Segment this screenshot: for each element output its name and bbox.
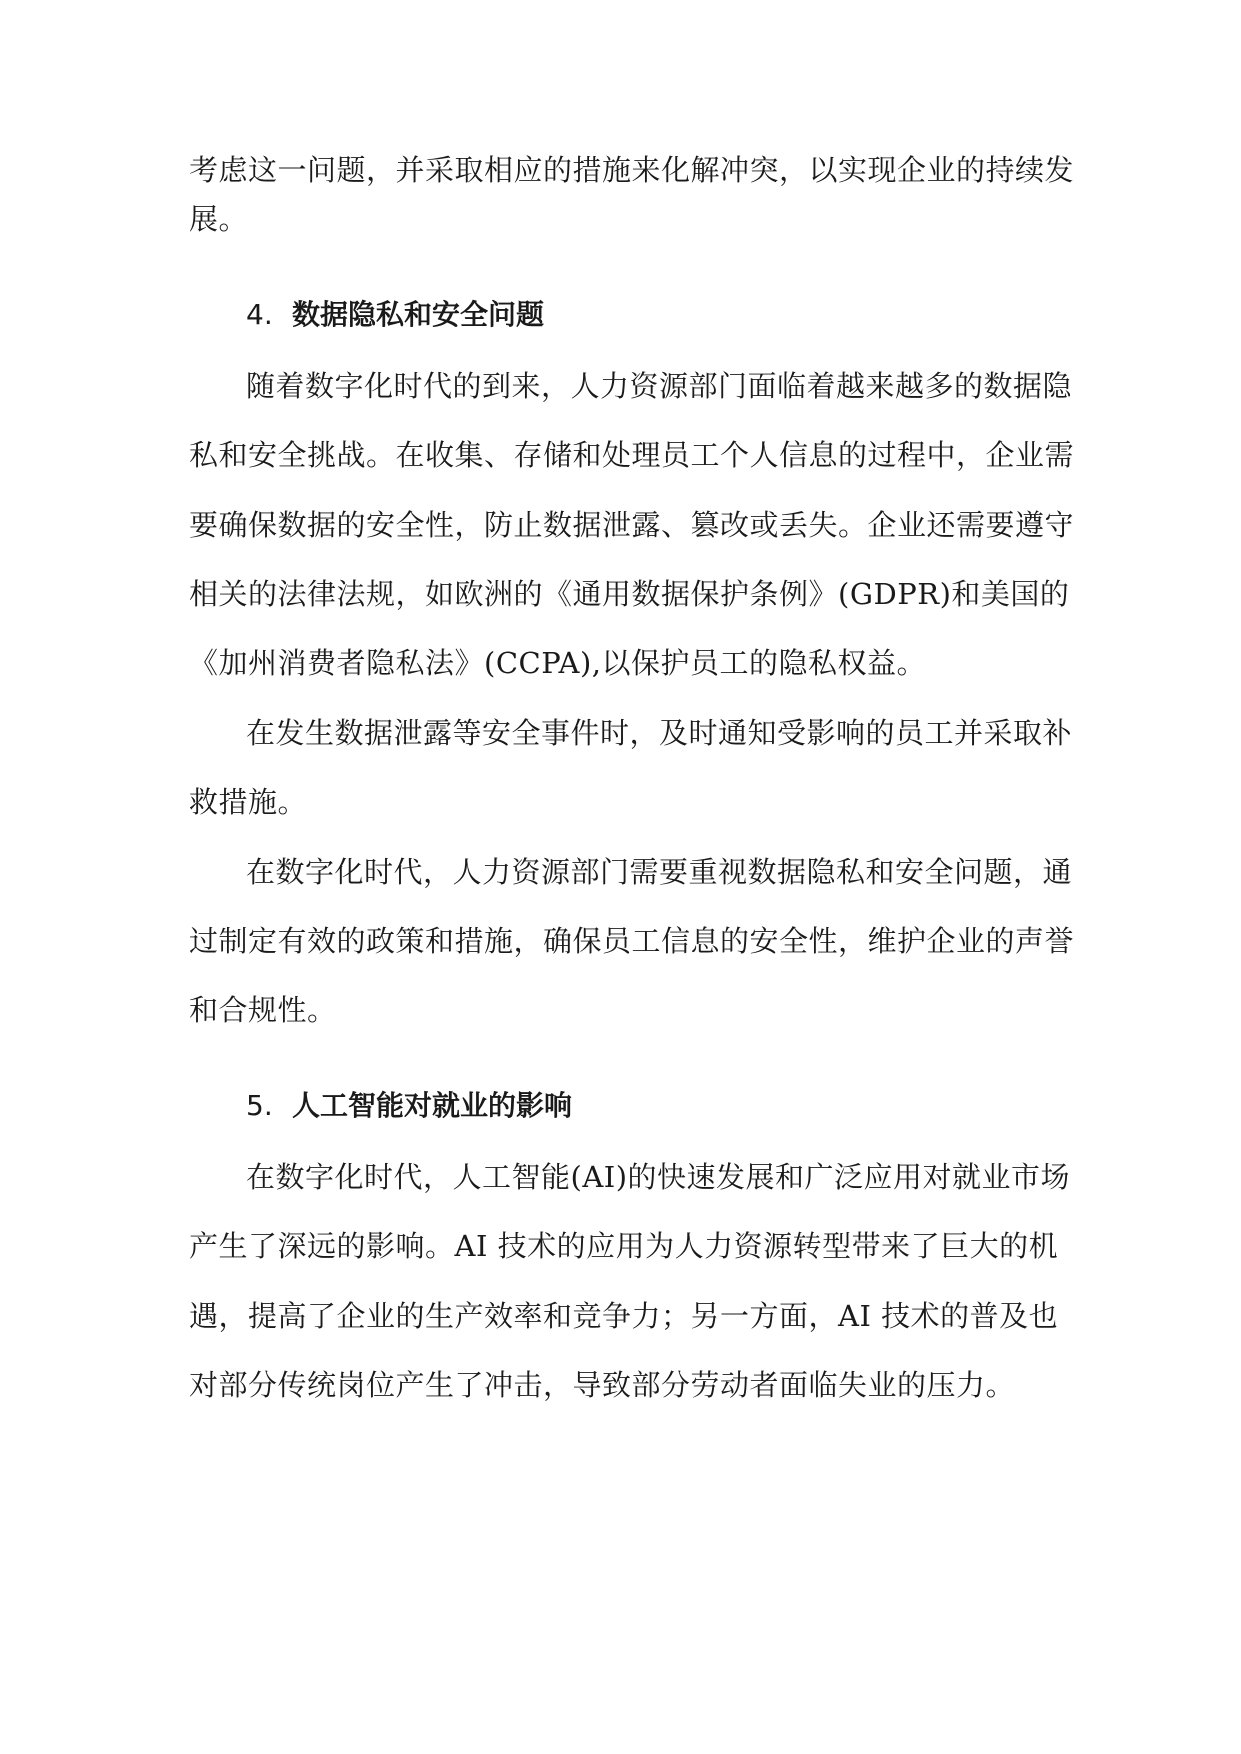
section-title: 数据隐私和安全问题 xyxy=(292,298,545,331)
paragraph-line: 过制定有效的政策和措施，确保员工信息的安全性，维护企业的声誉 xyxy=(189,924,1075,958)
paragraph-line: 考虑这一问题，并采取相应的措施来化解冲突，以实现企业的持续发 xyxy=(189,153,1075,187)
section-title: 人工智能对就业的影响 xyxy=(292,1089,573,1122)
paragraph-line: 要确保数据的安全性，防止数据泄露、篡改或丢失。企业还需要遵守 xyxy=(189,508,1075,542)
paragraph-line: 在数字化时代，人工智能(AI)的快速发展和广泛应用对就业市场 xyxy=(246,1160,1071,1194)
paragraph-line: 随着数字化时代的到来，人力资源部门面临着越来越多的数据隐 xyxy=(246,369,1073,403)
paragraph-line: 展。 xyxy=(189,202,249,236)
paragraph-line: 和合规性。 xyxy=(189,993,337,1027)
paragraph-line: 产生了深远的影响。AI 技术的应用为人力资源转型带来了巨大的机 xyxy=(189,1229,1059,1263)
section-heading-5 xyxy=(246,1086,572,1126)
section-heading-4 xyxy=(246,295,544,335)
paragraph-line: 相关的法律法规，如欧洲的《通用数据保护条例》(GDPR)和美国的 xyxy=(189,577,1070,611)
section-number: 4. xyxy=(246,298,273,331)
paragraph-line: 救措施。 xyxy=(189,785,308,819)
paragraph-line: 在数字化时代，人力资源部门需要重视数据隐私和安全问题，通 xyxy=(246,855,1073,889)
paragraph-line: 对部分传统岗位产生了冲击，导致部分劳动者面临失业的压力。 xyxy=(189,1368,1016,1402)
paragraph-line: 《加州消费者隐私法》(CCPA),以保护员工的隐私权益。 xyxy=(189,646,927,680)
paragraph-line: 私和安全挑战。在收集、存储和处理员工个人信息的过程中，企业需 xyxy=(189,438,1075,472)
paragraph-line: 在发生数据泄露等安全事件时，及时通知受影响的员工并采取补 xyxy=(246,716,1073,750)
paragraph-line: 遇，提高了企业的生产效率和竞争力；另一方面，AI 技术的普及也 xyxy=(189,1299,1059,1333)
section-number: 5. xyxy=(246,1089,273,1122)
